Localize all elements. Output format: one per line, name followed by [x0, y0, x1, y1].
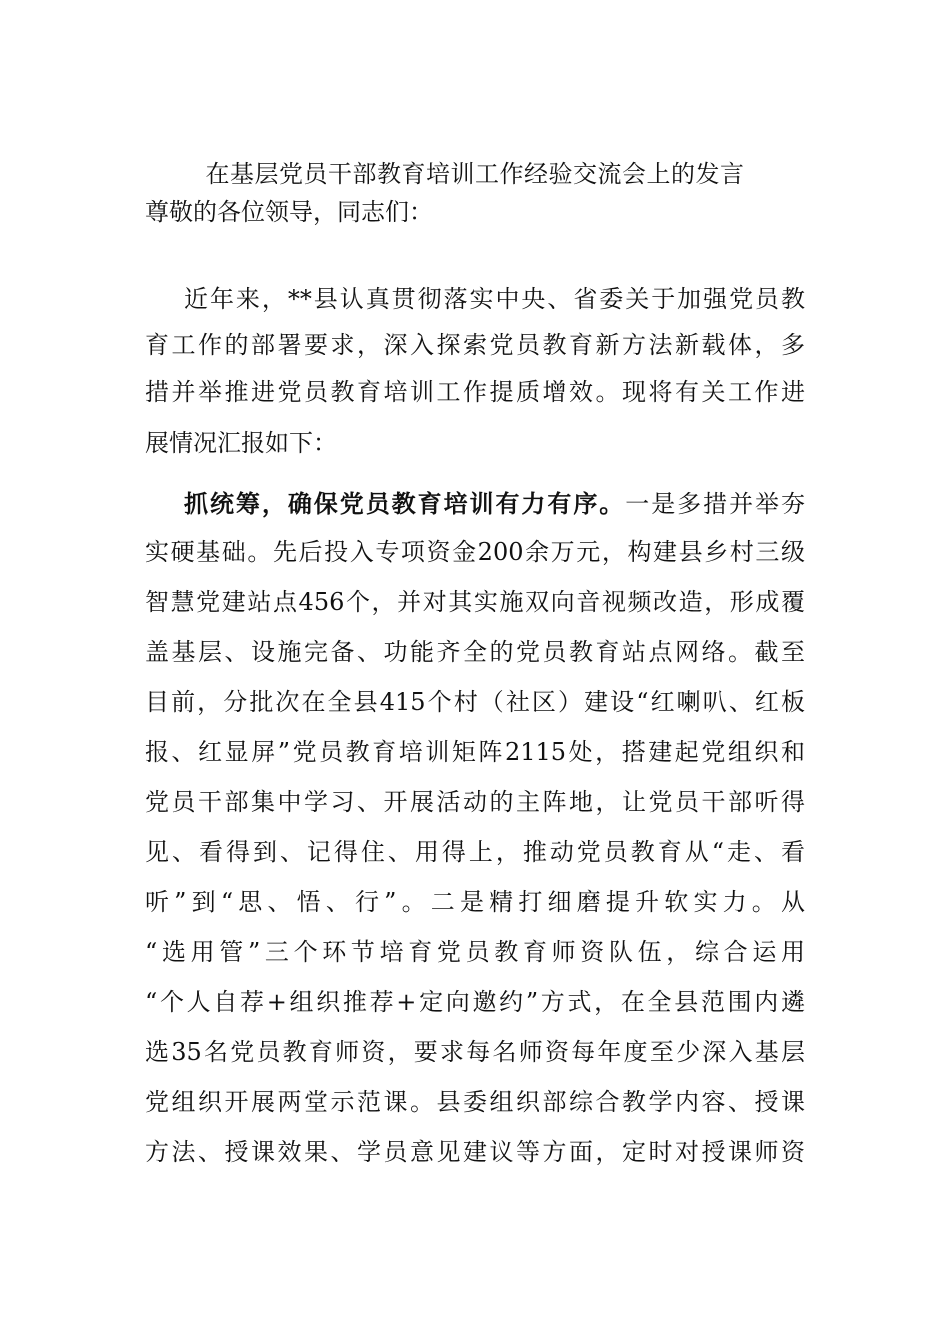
section-1-line: “选用管”三个环节培育党员教育师资队伍，综合运用	[145, 938, 805, 966]
section-1-line: 选35名党员教育师资，要求每名师资每年度至少深入基层	[145, 1038, 805, 1066]
section-1-line: 党员干部集中学习、开展活动的主阵地，让党员干部听得	[145, 788, 805, 816]
document-title: 在基层党员干部教育培训工作经验交流会上的发言	[205, 160, 745, 188]
section-1-line: 目前，分批次在全县415个村（社区）建设“红喇叭、红板	[145, 688, 805, 716]
section-1-line: 智慧党建站点456个，并对其实施双向音视频改造，形成覆	[145, 588, 805, 616]
intro-line: 近年来，**县认真贯彻落实中央、省委关于加强党员教	[184, 285, 805, 313]
section-1-line: 报、红显屏”党员教育培训矩阵2115处，搭建起党组织和	[145, 738, 805, 766]
intro-line: 措并举推进党员教育培训工作提质增效。现将有关工作进	[145, 378, 805, 406]
section-1-line: 党组织开展两堂示范课。县委组织部综合教学内容、授课	[145, 1088, 805, 1116]
section-1-line: “个人自荐+组织推荐+定向邀约”方式，在全县范围内遴	[145, 988, 805, 1016]
section-1-line: 见、看得到、记得住、用得上，推动党员教育从“走、看	[145, 838, 805, 866]
section-1-line: 盖基层、设施完备、功能齐全的党员教育站点网络。截至	[145, 638, 805, 666]
section-1-line: 实硬基础。先后投入专项资金200余万元，构建县乡村三级	[145, 538, 805, 566]
intro-line: 展情况汇报如下：	[145, 429, 337, 457]
section-1-heading: 抓统筹，确保党员教育培训有力有序。	[184, 489, 626, 518]
section-1-line: 方法、授课效果、学员意见建议等方面，定时对授课师资	[145, 1138, 805, 1166]
intro-line: 育工作的部署要求，深入探索党员教育新方法新载体，多	[145, 331, 805, 359]
section-1-first-line-text: 一是多措并举夯	[625, 490, 806, 518]
section-1-first-line	[184, 479, 805, 529]
salutation: 尊敬的各位领导，同志们：	[145, 198, 433, 226]
section-1-line: 听”到“思、悟、行”。二是精打细磨提升软实力。从	[145, 888, 805, 916]
